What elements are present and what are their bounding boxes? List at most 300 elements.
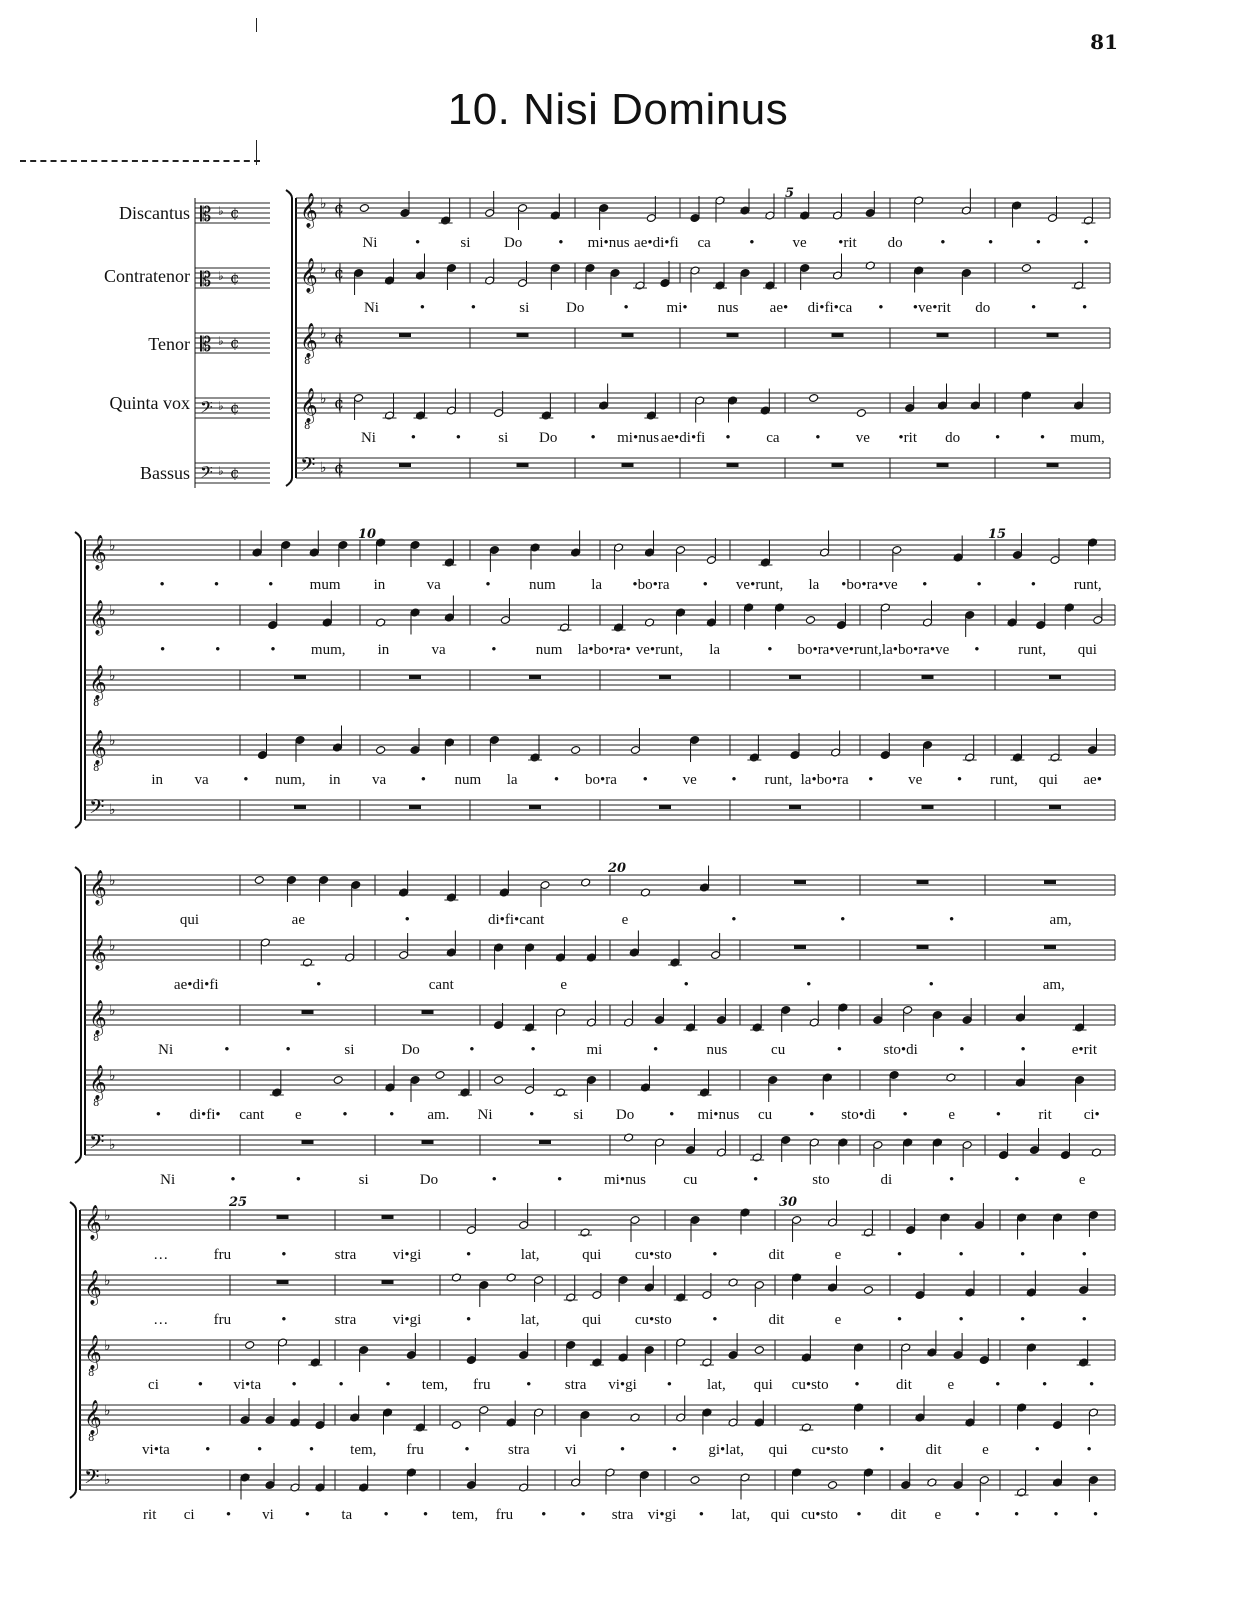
c-clef-icon: 𝄡: [200, 267, 212, 291]
whole-rest-icon: [294, 805, 306, 809]
whole-rest-icon: [922, 675, 934, 679]
lyric-syllable: e: [948, 1107, 956, 1123]
note-head: [435, 1071, 445, 1080]
lyric-syllable: •: [404, 912, 410, 928]
lyric-syllable: •: [465, 1247, 472, 1263]
lyric-syllable: cu•sto: [801, 1507, 839, 1523]
lyric-syllable: cu•sto: [634, 1312, 672, 1328]
whole-rest-icon: [277, 1280, 289, 1284]
lyric-syllable: bo•ra•ve•runt,: [797, 642, 882, 658]
lyric-syllable: •: [1014, 1172, 1020, 1188]
octave-marker: 8: [93, 763, 100, 774]
lyric-syllable: •: [470, 300, 476, 316]
whole-rest-icon: [727, 463, 739, 467]
lyric-syllable: Ni: [477, 1107, 493, 1123]
lyric-syllable: ae•di•fi: [173, 977, 219, 993]
note-head: [801, 1423, 811, 1432]
lyric-syllable: •: [1092, 1507, 1099, 1523]
whole-rest-icon: [529, 805, 541, 809]
lyric-syllable: •rit: [898, 430, 918, 446]
lyric-syllable: runt,: [1018, 642, 1047, 658]
lyric-syllable: •: [731, 912, 737, 928]
lyric-line: [130, 1502, 1115, 1524]
flat-key-signature-icon: ♭: [109, 1003, 116, 1019]
lyric-syllable: ci•: [1083, 1107, 1100, 1123]
lyric-syllable: qui: [753, 1377, 773, 1393]
lyric-syllable: •: [806, 977, 812, 993]
lyric-syllable: •: [902, 1107, 908, 1123]
lyric-syllable: •: [948, 1172, 955, 1188]
lyric-syllable: dit: [896, 1377, 912, 1393]
lyric-syllable: …: [153, 1247, 169, 1263]
lyric-line: [130, 1372, 1115, 1394]
lyric-syllable: cu•sto: [634, 1247, 672, 1263]
note-head: [254, 876, 264, 885]
flat-key-signature-icon: ♭: [109, 1068, 116, 1084]
lyric-syllable: va: [194, 772, 209, 788]
lyric-syllable: ve•runt,: [635, 642, 684, 658]
lyric-syllable: qui: [179, 912, 200, 928]
note-head: [333, 1076, 343, 1085]
treble-clef-icon: 𝄞: [84, 1205, 102, 1240]
treble-clef-icon: 𝄞: [89, 600, 107, 635]
cut-time-icon: ¢: [334, 198, 345, 217]
lyric-syllable: mum: [309, 577, 341, 593]
lyric-syllable: mi•: [666, 300, 688, 316]
measure-number: 25: [229, 1195, 248, 1210]
lyric-syllable: •: [1030, 577, 1037, 593]
piece-title: 10. Nisi Dominus: [447, 85, 789, 134]
lyric-syllable: vi: [564, 1442, 577, 1458]
lyric-syllable: dit: [768, 1312, 785, 1328]
lyric-syllable: •bo•ra: [632, 577, 670, 593]
lyric-syllable: dit: [890, 1507, 907, 1523]
lyric-syllable: •: [420, 772, 427, 788]
bass-clef-icon: 𝄢: [84, 1465, 100, 1493]
lyric-syllable: va: [426, 577, 441, 593]
lyric-syllable: e•rit: [1071, 1042, 1097, 1058]
lyric-syllable: •: [541, 1507, 547, 1523]
lyric-syllable: •: [485, 577, 491, 593]
lyric-syllable: fru: [495, 1507, 514, 1523]
lyric-syllable: •: [558, 235, 564, 251]
lyric-line: [346, 295, 1110, 317]
lyric-syllable: Ni: [160, 1172, 176, 1188]
lyric-syllable: •: [529, 1107, 535, 1123]
lyric-line: [135, 637, 1115, 659]
lyric-syllable: •: [491, 642, 497, 658]
measure-number: 30: [779, 1195, 798, 1210]
lyric-syllable: bo•ra: [584, 772, 617, 788]
lyric-syllable: •: [749, 235, 755, 251]
lyric-syllable: fru: [213, 1247, 232, 1263]
treble-clef-icon: 𝄞: [300, 193, 318, 228]
lyric-syllable: •: [1081, 1312, 1087, 1328]
whole-rest-icon: [917, 945, 929, 949]
lyric-syllable: •: [1031, 300, 1037, 316]
lyric-syllable: ae: [291, 912, 305, 928]
note-head: [927, 1478, 937, 1487]
note-head: [245, 1341, 255, 1350]
note-head: [506, 1273, 516, 1282]
flat-key-signature-icon: ♭: [320, 326, 327, 342]
lyric-syllable: rit: [1038, 1107, 1052, 1123]
measure-number: 15: [988, 527, 1007, 542]
flat-key-signature-icon: ♭: [320, 460, 327, 476]
lyric-syllable: •: [949, 912, 955, 928]
whole-rest-icon: [1049, 675, 1061, 679]
lyric-syllable: •: [642, 772, 648, 788]
lyric-syllable: •: [809, 1107, 815, 1123]
flat-key-signature-icon: ♭: [109, 733, 116, 749]
lyric-syllable: •: [225, 1507, 232, 1523]
whole-rest-icon: [399, 463, 411, 467]
lyric-syllable: do: [945, 430, 961, 446]
lyric-syllable: ta: [341, 1507, 353, 1523]
note-head: [856, 409, 866, 418]
whole-rest-icon: [937, 463, 949, 467]
note-head: [863, 1286, 873, 1295]
flat-key-signature-icon: ♭: [218, 204, 224, 218]
lyric-syllable: di•fi•ca: [807, 300, 853, 316]
flat-key-signature-icon: ♭: [104, 1472, 111, 1488]
lyric-syllable: •: [205, 1442, 211, 1458]
note-head: [376, 746, 386, 755]
lyric-syllable: •: [1081, 300, 1088, 316]
lyric-syllable: •: [383, 1507, 389, 1523]
voice-label-tenor: Tenor: [148, 334, 190, 354]
note-head: [580, 1228, 590, 1237]
lyric-line: [346, 230, 1110, 252]
lyric-syllable: nus: [706, 1042, 728, 1058]
lyric-syllable: Do: [566, 300, 585, 316]
lyric-syllable: •: [725, 430, 731, 446]
lyric-syllable: va: [431, 642, 446, 658]
note-head: [827, 1481, 837, 1490]
lyric-syllable: e: [934, 1507, 942, 1523]
note-head: [728, 1278, 738, 1287]
lyric-syllable: di•fi•cant: [487, 912, 545, 928]
treble-clef-icon: 𝄞: [84, 1400, 102, 1435]
octave-marker: 8: [88, 1433, 95, 1444]
lyric-syllable: •: [652, 1042, 659, 1058]
flat-key-signature-icon: ♭: [104, 1338, 111, 1354]
lyric-syllable: la: [709, 642, 721, 658]
lyric-syllable: ve: [792, 235, 807, 251]
lyric-syllable: e: [560, 977, 568, 993]
lyric-syllable: si: [573, 1107, 584, 1123]
bass-clef-icon: 𝄢: [300, 453, 316, 481]
lyric-syllable: mi: [586, 1042, 603, 1058]
lyric-syllable: •bo•ra•ve: [841, 577, 898, 593]
lyric-syllable: •: [940, 235, 946, 251]
lyric-syllable: •: [974, 642, 980, 658]
lyric-syllable: •: [281, 1312, 287, 1328]
lyric-syllable: •: [419, 300, 426, 316]
lyric-syllable: num: [535, 642, 563, 658]
lyric-syllable: rit: [143, 1507, 157, 1523]
lyric-syllable: mum,: [310, 642, 346, 658]
lyric-syllable: •: [623, 300, 629, 316]
lyric-syllable: qui: [770, 1507, 790, 1523]
whole-rest-icon: [622, 333, 634, 337]
lyric-syllable: •: [1035, 235, 1041, 251]
lyric-syllable: ve: [908, 772, 923, 788]
lyric-syllable: •: [1034, 1442, 1040, 1458]
note-head: [376, 618, 386, 627]
lyric-syllable: e: [834, 1247, 842, 1263]
whole-rest-icon: [832, 463, 844, 467]
whole-rest-icon: [517, 333, 529, 337]
octave-marker: 8: [93, 1033, 100, 1044]
lyric-syllable: •: [619, 1442, 626, 1458]
whole-rest-icon: [422, 1140, 434, 1144]
lyric-syllable: dit: [768, 1247, 785, 1263]
octave-marker: 8: [93, 1098, 100, 1109]
lyric-syllable: •: [213, 577, 220, 593]
lyric-syllable: •: [1088, 1377, 1095, 1393]
lyric-syllable: •: [295, 1172, 301, 1188]
lyric-syllable: •: [268, 577, 274, 593]
lyric-syllable: lat,: [520, 1312, 540, 1328]
whole-rest-icon: [789, 675, 801, 679]
lyric-syllable: •: [422, 1507, 429, 1523]
lyric-syllable: in: [377, 642, 390, 658]
lyric-syllable: •: [928, 977, 934, 993]
lyric-syllable: •: [1042, 1377, 1048, 1393]
lyric-syllable: Do: [401, 1042, 420, 1058]
bass-clef-icon: 𝄢: [89, 1130, 105, 1158]
voice-label-contratenor: Contratenor: [104, 266, 190, 286]
flat-key-signature-icon: ♭: [218, 334, 224, 348]
lyric-syllable: vi•gi: [392, 1247, 422, 1263]
voice-label-bassus: Bassus: [139, 463, 190, 483]
note-head: [630, 1413, 640, 1422]
lyric-syllable: qui: [582, 1247, 602, 1263]
lyric-syllable: cu: [683, 1172, 698, 1188]
lyric-syllable: e: [621, 912, 629, 928]
cut-time-icon: ¢: [334, 328, 345, 347]
lyric-syllable: si: [358, 1172, 369, 1188]
flat-key-signature-icon: ♭: [320, 196, 327, 212]
lyric-syllable: •: [856, 1507, 862, 1523]
note-head: [644, 618, 654, 627]
lyric-syllable: Ni: [158, 1042, 174, 1058]
lyric-syllable: la•bo•ra•: [577, 642, 631, 658]
note-head: [809, 394, 819, 403]
octave-marker: 8: [88, 1368, 95, 1379]
whole-rest-icon: [302, 1140, 314, 1144]
lyric-syllable: la: [591, 577, 603, 593]
lyric-line: [135, 572, 1115, 594]
lyric-syllable: •: [671, 1442, 677, 1458]
system-bracket: [286, 190, 292, 486]
lyric-syllable: di: [880, 1172, 893, 1188]
lyric-syllable: Ni: [360, 430, 376, 446]
lyric-syllable: tem,: [421, 1377, 449, 1393]
lyric-syllable: •: [526, 1377, 532, 1393]
note-head: [865, 261, 875, 270]
lyric-syllable: Do: [615, 1107, 635, 1123]
whole-rest-icon: [794, 945, 806, 949]
note-head: [805, 616, 815, 625]
whole-rest-icon: [277, 1215, 289, 1219]
lyric-syllable: •: [1083, 235, 1089, 251]
lyric-syllable: runt,: [989, 772, 1018, 788]
lyric-syllable: cu: [757, 1107, 773, 1123]
lyric-line: [130, 1307, 1115, 1329]
lyric-syllable: •: [896, 1312, 903, 1328]
note-head: [1091, 1148, 1101, 1157]
lyric-syllable: qui: [768, 1442, 788, 1458]
treble-clef-icon: 𝄞: [89, 1065, 107, 1100]
lyric-syllable: cu•sto: [791, 1377, 829, 1393]
flat-key-signature-icon: ♭: [218, 269, 224, 283]
lyric-syllable: Do: [503, 235, 523, 251]
lyric-syllable: •: [304, 1507, 310, 1523]
lyric-syllable: •: [958, 1247, 964, 1263]
octave-marker: 8: [93, 698, 100, 709]
lyric-syllable: •: [1020, 1312, 1026, 1328]
lyric-syllable: cu•sto: [811, 1442, 849, 1458]
lyric-syllable: •: [731, 772, 737, 788]
whole-rest-icon: [399, 333, 411, 337]
whole-rest-icon: [659, 805, 671, 809]
lyric-syllable: Do: [419, 1172, 439, 1188]
system-bracket: [75, 867, 81, 1163]
lyric-syllable: va: [371, 772, 387, 788]
lyric-syllable: •: [1081, 1247, 1087, 1263]
system-bracket: [70, 1202, 76, 1498]
whole-rest-icon: [422, 1010, 434, 1014]
lyric-syllable: •rit: [838, 235, 857, 251]
lyric-syllable: •: [666, 1377, 673, 1393]
flat-key-signature-icon: ♭: [218, 399, 224, 413]
flat-key-signature-icon: ♭: [109, 873, 116, 889]
note-head: [555, 1088, 565, 1097]
flat-key-signature-icon: ♭: [109, 1137, 116, 1153]
whole-rest-icon: [1044, 945, 1056, 949]
lyric-syllable: si: [498, 430, 509, 446]
lyric-syllable: stra: [334, 1247, 357, 1263]
cut-time-icon: ¢: [230, 464, 240, 482]
lyric-line: [135, 972, 1115, 994]
lyric-syllable: •: [840, 912, 846, 928]
lyric-syllable: •: [767, 642, 773, 658]
lyric-syllable: …: [153, 1312, 169, 1328]
whole-rest-icon: [789, 805, 801, 809]
lyric-syllable: stra: [334, 1312, 357, 1328]
lyric-syllable: mi•nus: [603, 1172, 646, 1188]
flat-key-signature-icon: ♭: [104, 1403, 111, 1419]
flat-key-signature-icon: ♭: [218, 464, 224, 478]
whole-rest-icon: [917, 880, 929, 884]
lyric-syllable: runt,: [1073, 577, 1102, 593]
treble-clef-icon: 𝄞: [300, 323, 318, 358]
lyric-syllable: •: [256, 1442, 263, 1458]
lyric-syllable: ca: [697, 235, 711, 251]
lyric-syllable: •: [530, 1042, 536, 1058]
lyric-syllable: •: [590, 430, 596, 446]
lyric-syllable: ae•di•fi: [634, 235, 679, 251]
lyric-syllable: •: [285, 1042, 291, 1058]
lyric-syllable: •: [712, 1247, 718, 1263]
lyric-syllable: qui: [1038, 772, 1058, 788]
flat-key-signature-icon: ♭: [109, 668, 116, 684]
lyric-line: [135, 767, 1115, 789]
note-head: [581, 878, 591, 887]
lyric-syllable: Do: [539, 430, 558, 446]
lyric-syllable: •ve•rit: [912, 300, 951, 316]
lyric-syllable: mi•nus: [697, 1107, 740, 1123]
whole-rest-icon: [302, 1010, 314, 1014]
lyric-syllable: in: [328, 772, 341, 788]
lyric-syllable: •: [922, 577, 928, 593]
lyric-syllable: mi•nus: [587, 235, 630, 251]
treble-clef-icon: 𝄞: [89, 730, 107, 765]
cut-time-icon: ¢: [230, 204, 240, 222]
page-number: 81: [1090, 30, 1118, 54]
lyric-line: [135, 1037, 1115, 1059]
lyric-syllable: mum,: [1070, 430, 1105, 446]
measure-number: 20: [608, 861, 627, 876]
lyric-syllable: •: [338, 1377, 344, 1393]
lyric-syllable: •: [752, 1172, 759, 1188]
lyric-syllable: •: [683, 977, 689, 993]
lyric-syllable: •: [702, 577, 708, 593]
lyric-syllable: •: [958, 1312, 964, 1328]
lyric-syllable: gi•lat,: [708, 1442, 745, 1458]
lyric-syllable: ve: [682, 772, 697, 788]
note-head: [451, 1421, 461, 1430]
lyric-syllable: •: [1086, 1442, 1092, 1458]
lyric-syllable: stra: [611, 1507, 634, 1523]
lyric-syllable: •: [836, 1042, 842, 1058]
cut-time-icon: ¢: [230, 334, 240, 352]
lyric-syllable: cu: [771, 1042, 786, 1058]
lyric-syllable: •: [878, 300, 884, 316]
whole-rest-icon: [727, 333, 739, 337]
whole-rest-icon: [659, 675, 671, 679]
note-head: [494, 1076, 504, 1085]
note-head: [946, 1073, 956, 1082]
note-head: [1021, 264, 1031, 273]
flat-key-signature-icon: ♭: [109, 938, 116, 954]
lyric-syllable: •: [995, 1377, 1001, 1393]
cut-time-icon: ¢: [334, 263, 345, 282]
flat-key-signature-icon: ♭: [104, 1273, 111, 1289]
whole-rest-icon: [294, 675, 306, 679]
lyric-syllable: lat,: [706, 1377, 726, 1393]
bass-clef-icon: 𝄢: [200, 397, 213, 421]
lyric-syllable: dit: [925, 1442, 942, 1458]
lyric-syllable: e: [1078, 1172, 1086, 1188]
lyric-syllable: •: [995, 1107, 1002, 1123]
lyric-syllable: si: [460, 235, 471, 251]
c-clef-icon: 𝄡: [200, 332, 212, 356]
lyric-syllable: sto•di: [841, 1107, 876, 1123]
note-head: [359, 204, 369, 213]
lyric-syllable: •: [291, 1377, 297, 1393]
c-clef-icon: 𝄡: [200, 202, 212, 226]
lyric-syllable: stra: [507, 1442, 530, 1458]
treble-clef-icon: 𝄞: [300, 258, 318, 293]
lyric-syllable: •: [1020, 1042, 1026, 1058]
lyric-syllable: •: [215, 642, 221, 658]
lyric-syllable: la: [808, 577, 820, 593]
lyric-syllable: ve•runt,: [735, 577, 784, 593]
lyric-syllable: lat,: [520, 1247, 540, 1263]
